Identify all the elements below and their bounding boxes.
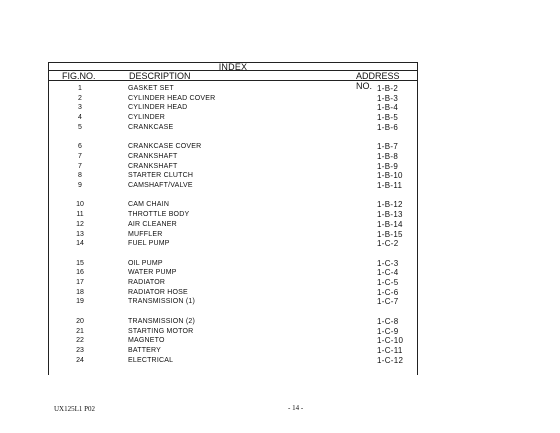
address-no-cell: 1-C-12	[377, 355, 404, 365]
fig-no-cell: 10	[76, 201, 84, 209]
fig-no-cell: 8	[78, 172, 82, 180]
address-no-cell: 1-C-11	[377, 345, 403, 355]
fig-no-cell: 4	[78, 114, 82, 122]
address-no-cell: 1-C-4	[377, 268, 399, 278]
description-cell: CYLINDER HEAD COVER	[128, 94, 216, 102]
fig-no-cell: 6	[78, 143, 82, 151]
table-row	[48, 142, 418, 151]
table-row	[48, 113, 418, 122]
fig-no-cell: 9	[78, 182, 82, 189]
description-cell: OIL PUMP	[128, 259, 163, 267]
index-title: INDEX	[218, 62, 248, 72]
address-no-cell: 1-C-6	[377, 287, 399, 297]
table-row	[48, 230, 418, 239]
address-no-cell: 1-B-4	[377, 103, 399, 113]
index-table	[48, 62, 418, 375]
table-row	[48, 181, 418, 190]
description-cell: AIR CLEANER	[128, 220, 177, 228]
description-cell: GASKET SET	[128, 85, 174, 92]
address-no-cell: 1-B-9	[377, 161, 399, 171]
description-cell: CYLINDER HEAD	[128, 104, 188, 112]
table-row	[48, 103, 418, 112]
address-no-cell: 1-C-3	[377, 258, 399, 268]
table-row	[48, 162, 418, 171]
fig-no-cell: 24	[76, 356, 84, 364]
description-cell: MUFFLER	[128, 230, 163, 238]
address-no-cell: 1-B-10	[377, 171, 403, 181]
description-cell: MAGNETO	[128, 337, 165, 345]
table-row	[48, 297, 418, 306]
fig-no-cell: 1	[78, 85, 82, 92]
fig-no-cell: 12	[76, 220, 84, 228]
table-row	[48, 84, 418, 93]
index-title-bar	[48, 62, 418, 71]
description-cell: WATER PUMP	[128, 269, 177, 277]
address-no-cell: 1-C-8	[377, 316, 399, 326]
footer-page-number: - 14 -	[288, 404, 304, 412]
address-no-cell: 1-B-13	[377, 210, 403, 220]
table-row	[48, 171, 418, 180]
fig-no-cell: 7	[78, 152, 82, 160]
description-cell: RADIATOR	[128, 279, 166, 286]
fig-no-cell: 13	[76, 230, 84, 238]
description-cell: RADIATOR HOSE	[128, 288, 188, 296]
table-row	[48, 356, 418, 365]
table-row	[48, 259, 418, 268]
fig-no-cell: 3	[78, 104, 82, 112]
table-row	[48, 220, 418, 229]
address-no-cell: 1-B-12	[377, 200, 403, 210]
address-no-cell: 1-B-8	[377, 151, 399, 161]
description-cell: STARTING MOTOR	[128, 327, 194, 335]
fig-no-cell: 2	[78, 94, 82, 102]
address-no-cell: 1-B-5	[377, 113, 399, 123]
table-row	[48, 268, 418, 277]
fig-no-cell: 19	[76, 298, 84, 306]
fig-no-cell: 23	[76, 346, 84, 354]
description-cell: CAM CHAIN	[128, 201, 170, 209]
table-row	[48, 336, 418, 345]
address-no-cell: 1-C-10	[377, 336, 404, 346]
fig-no-cell: 11	[76, 211, 84, 219]
address-no-cell: 1-B-2	[377, 84, 399, 93]
fig-no-cell: 21	[76, 327, 84, 335]
description-cell: TRANSMISSION (1)	[128, 298, 195, 306]
header-address-no: ADDRESS NO.	[356, 71, 400, 91]
address-no-cell: 1-B-6	[377, 122, 399, 132]
description-cell: TRANSMISSION (2)	[128, 317, 195, 325]
description-cell: CAMSHAFT/VALVE	[128, 182, 193, 189]
description-cell: CRANKSHAFT	[128, 162, 178, 170]
description-cell: CYLINDER	[128, 114, 165, 122]
description-cell: THROTTLE BODY	[128, 211, 190, 219]
address-no-cell: 1-B-7	[377, 142, 399, 152]
table-row	[48, 94, 418, 103]
address-no-cell: 1-B-3	[377, 93, 399, 103]
address-no-cell: 1-C-9	[377, 326, 399, 336]
description-cell: ELECTRICAL	[128, 356, 174, 364]
address-no-cell: 1-C-5	[377, 278, 399, 287]
table-row	[48, 239, 418, 248]
address-no-cell: 1-B-14	[377, 219, 403, 229]
header-fig-no: FIG.NO.	[62, 71, 96, 81]
description-cell: CRANKCASE	[128, 123, 174, 131]
table-row	[48, 288, 418, 297]
address-no-cell: 1-B-11	[377, 181, 403, 190]
footer-doc-code: UX125L1 P02	[54, 405, 96, 413]
fig-no-cell: 20	[76, 317, 84, 325]
table-row	[48, 200, 418, 209]
fig-no-cell: 7	[78, 162, 82, 170]
table-row	[48, 346, 418, 355]
address-no-cell: 1-B-15	[377, 229, 403, 239]
description-cell: CRANKSHAFT	[128, 152, 178, 160]
address-no-cell: 1-C-7	[377, 297, 399, 307]
fig-no-cell: 17	[76, 279, 84, 286]
fig-no-cell: 14	[76, 240, 84, 248]
table-row	[48, 317, 418, 326]
table-row	[48, 327, 418, 336]
fig-no-cell: 22	[76, 337, 84, 345]
table-row	[48, 210, 418, 219]
description-cell: BATTERY	[128, 346, 162, 354]
description-cell: CRANKCASE COVER	[128, 143, 202, 151]
fig-no-cell: 15	[76, 259, 84, 267]
description-cell: FUEL PUMP	[128, 240, 170, 248]
header-description: DESCRIPTION	[129, 71, 191, 81]
table-row	[48, 278, 418, 287]
fig-no-cell: 16	[76, 269, 84, 277]
fig-no-cell: 18	[76, 288, 84, 296]
address-no-cell: 1-C-2	[377, 239, 399, 249]
table-row	[48, 123, 418, 132]
fig-no-cell: 5	[78, 123, 82, 131]
description-cell: STARTER CLUTCH	[128, 172, 194, 180]
table-row	[48, 152, 418, 161]
